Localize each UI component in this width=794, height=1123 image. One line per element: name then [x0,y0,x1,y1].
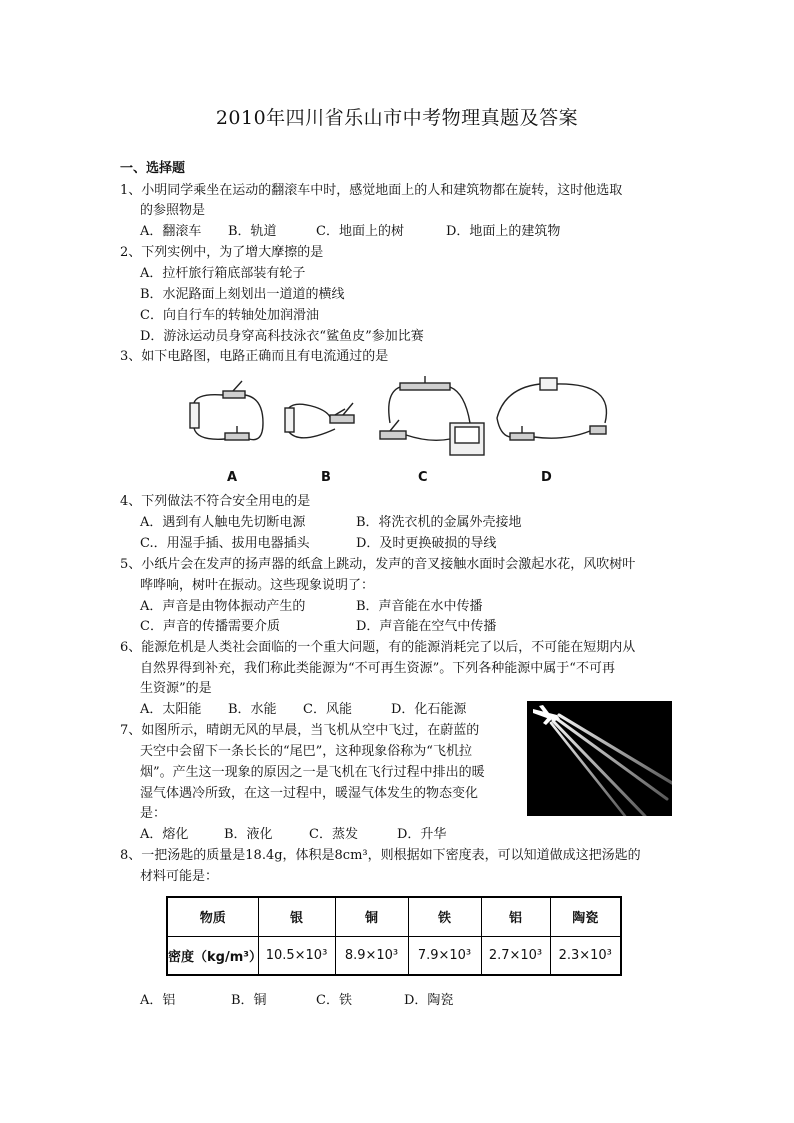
q1-option-a: A．翻滚车 [140,224,202,239]
q8-stem-line2: 材料可能是： [140,869,219,884]
q7-stem-line1: 7、如图所示，晴朗无风的早晨，当飞机从空中飞过，在蔚蓝的 [120,723,480,738]
table-cell: 7.9×10³ [408,936,481,975]
table-header-cell: 铜 [335,897,408,936]
q4-option-b: B．将洗衣机的金属外壳接地 [356,515,522,530]
q5-option-c: C．声音的传播需要介质 [140,619,280,634]
circuit-b [285,403,354,438]
q5-option-b: B．声音能在水中传播 [356,599,483,614]
q4-option-a: A．遇到有人触电先切断电源 [140,515,306,530]
q7-stem-line4: 湿气体遇冷所致，在这一过程中，暖湿气体发生的物态变化 [140,786,479,801]
table-cell: 10.5×10³ [258,936,335,975]
circuit-a [190,381,263,440]
density-table-value-row [167,936,621,975]
section-heading: 一、选择题 [120,161,186,176]
q2-stem: 2、下列实例中，为了增大摩擦的是 [120,245,324,260]
table-header-cell: 铁 [408,897,481,936]
q6-stem-line2: 自然界得到补充，我们称此类能源为“不可再生资源”。下列各种能源中属于“不可再 [140,661,615,676]
q5-stem-line2: 哗哗响，树叶在振动。这些现象说明了： [140,578,375,593]
circuit-label-b: B [321,470,331,485]
table-header-cell: 陶瓷 [550,897,621,936]
q2-option-b: B．水泥路面上刻划出一道道的横线 [140,287,345,302]
table-row-label: 密度（kg/m³） [167,936,258,975]
q8-option-d: D．陶瓷 [404,993,454,1008]
q8-stem-line1: 8、一把汤匙的质量是18.4g，体积是8cm³，则根据如下密度表，可以知道做成这把汤匙的 [120,848,641,863]
q7-option-d: D．升华 [397,827,447,842]
q5-option-a: A．声音是由物体振动产生的 [140,599,306,614]
q7-stem-line5: 是： [140,806,167,821]
circuit-c [380,376,484,455]
q6-stem-line3: 生资源”的是 [140,681,212,696]
q1-option-b: B．轨道 [228,224,277,239]
circuit-label-d: D [541,470,552,485]
q3-stem: 3、如下电路图，电路正确而且有电流通过的是 [120,349,389,364]
q5-option-d: D．声音能在空气中传播 [356,619,497,634]
table-cell: 2.7×10³ [481,936,550,975]
table-header-cell: 物质 [167,897,258,936]
airplane-contrail-photo [527,701,672,816]
q5-stem-line1: 5、小纸片会在发声的扬声器的纸盒上跳动，发声的音叉接触水面时会激起水花，风吹树叶 [120,557,636,572]
table-cell: 2.3×10³ [550,936,621,975]
q6-option-a: A．太阳能 [140,702,202,717]
q1-stem-line2: 的参照物是 [140,203,206,218]
q1-option-d: D．地面上的建筑物 [446,224,561,239]
q7-option-c: C．蒸发 [309,827,358,842]
q8-option-c: C．铁 [316,993,352,1008]
q4-stem: 4、下列做法不符合安全用电的是 [120,494,311,509]
circuit-d [497,378,606,440]
q7-stem-line2: 天空中会留下一条长长的“尾巴”，这种现象俗称为“飞机拉 [140,744,472,759]
q7-option-a: A．熔化 [140,827,189,842]
q7-option-b: B．液化 [224,827,273,842]
q4-option-d: D．及时更换破损的导线 [356,536,497,551]
density-table-header-row [167,897,621,936]
q2-option-a: A．拉杆旅行箱底部装有轮子 [140,266,306,281]
table-cell: 8.9×10³ [335,936,408,975]
q1-option-c: C．地面上的树 [316,224,404,239]
density-table [166,896,622,976]
circuit-label-c: C [418,470,428,485]
q6-option-d: D．化石能源 [391,702,467,717]
page-title: 2010年四川省乐山市中考物理真题及答案 [215,107,579,129]
table-header-cell: 铝 [481,897,550,936]
q6-option-b: B．水能 [228,702,277,717]
table-header-cell: 银 [258,897,335,936]
q7-stem-line3: 烟”。产生这一现象的原因之一是飞机在飞行过程中排出的暖 [140,765,485,780]
q8-option-a: A．铝 [140,993,176,1008]
q2-option-d: D．游泳运动员身穿高科技泳衣“鲨鱼皮”参加比赛 [140,329,424,344]
q8-option-b: B．铜 [231,993,267,1008]
q4-option-c: C.．用湿手插、拔用电器插头 [140,536,310,551]
circuit-label-a: A [227,470,238,485]
q2-option-c: C．向自行车的转轴处加润滑油 [140,308,319,323]
q1-stem-line1: 1、小明同学乘坐在运动的翻滚车中时，感觉地面上的人和建筑物都在旋转，这时他选取 [120,183,623,198]
q6-option-c: C．风能 [303,702,352,717]
q6-stem-line1: 6、能源危机是人类社会面临的一个重大问题，有的能源消耗完了以后，不可能在短期内从 [120,640,636,655]
